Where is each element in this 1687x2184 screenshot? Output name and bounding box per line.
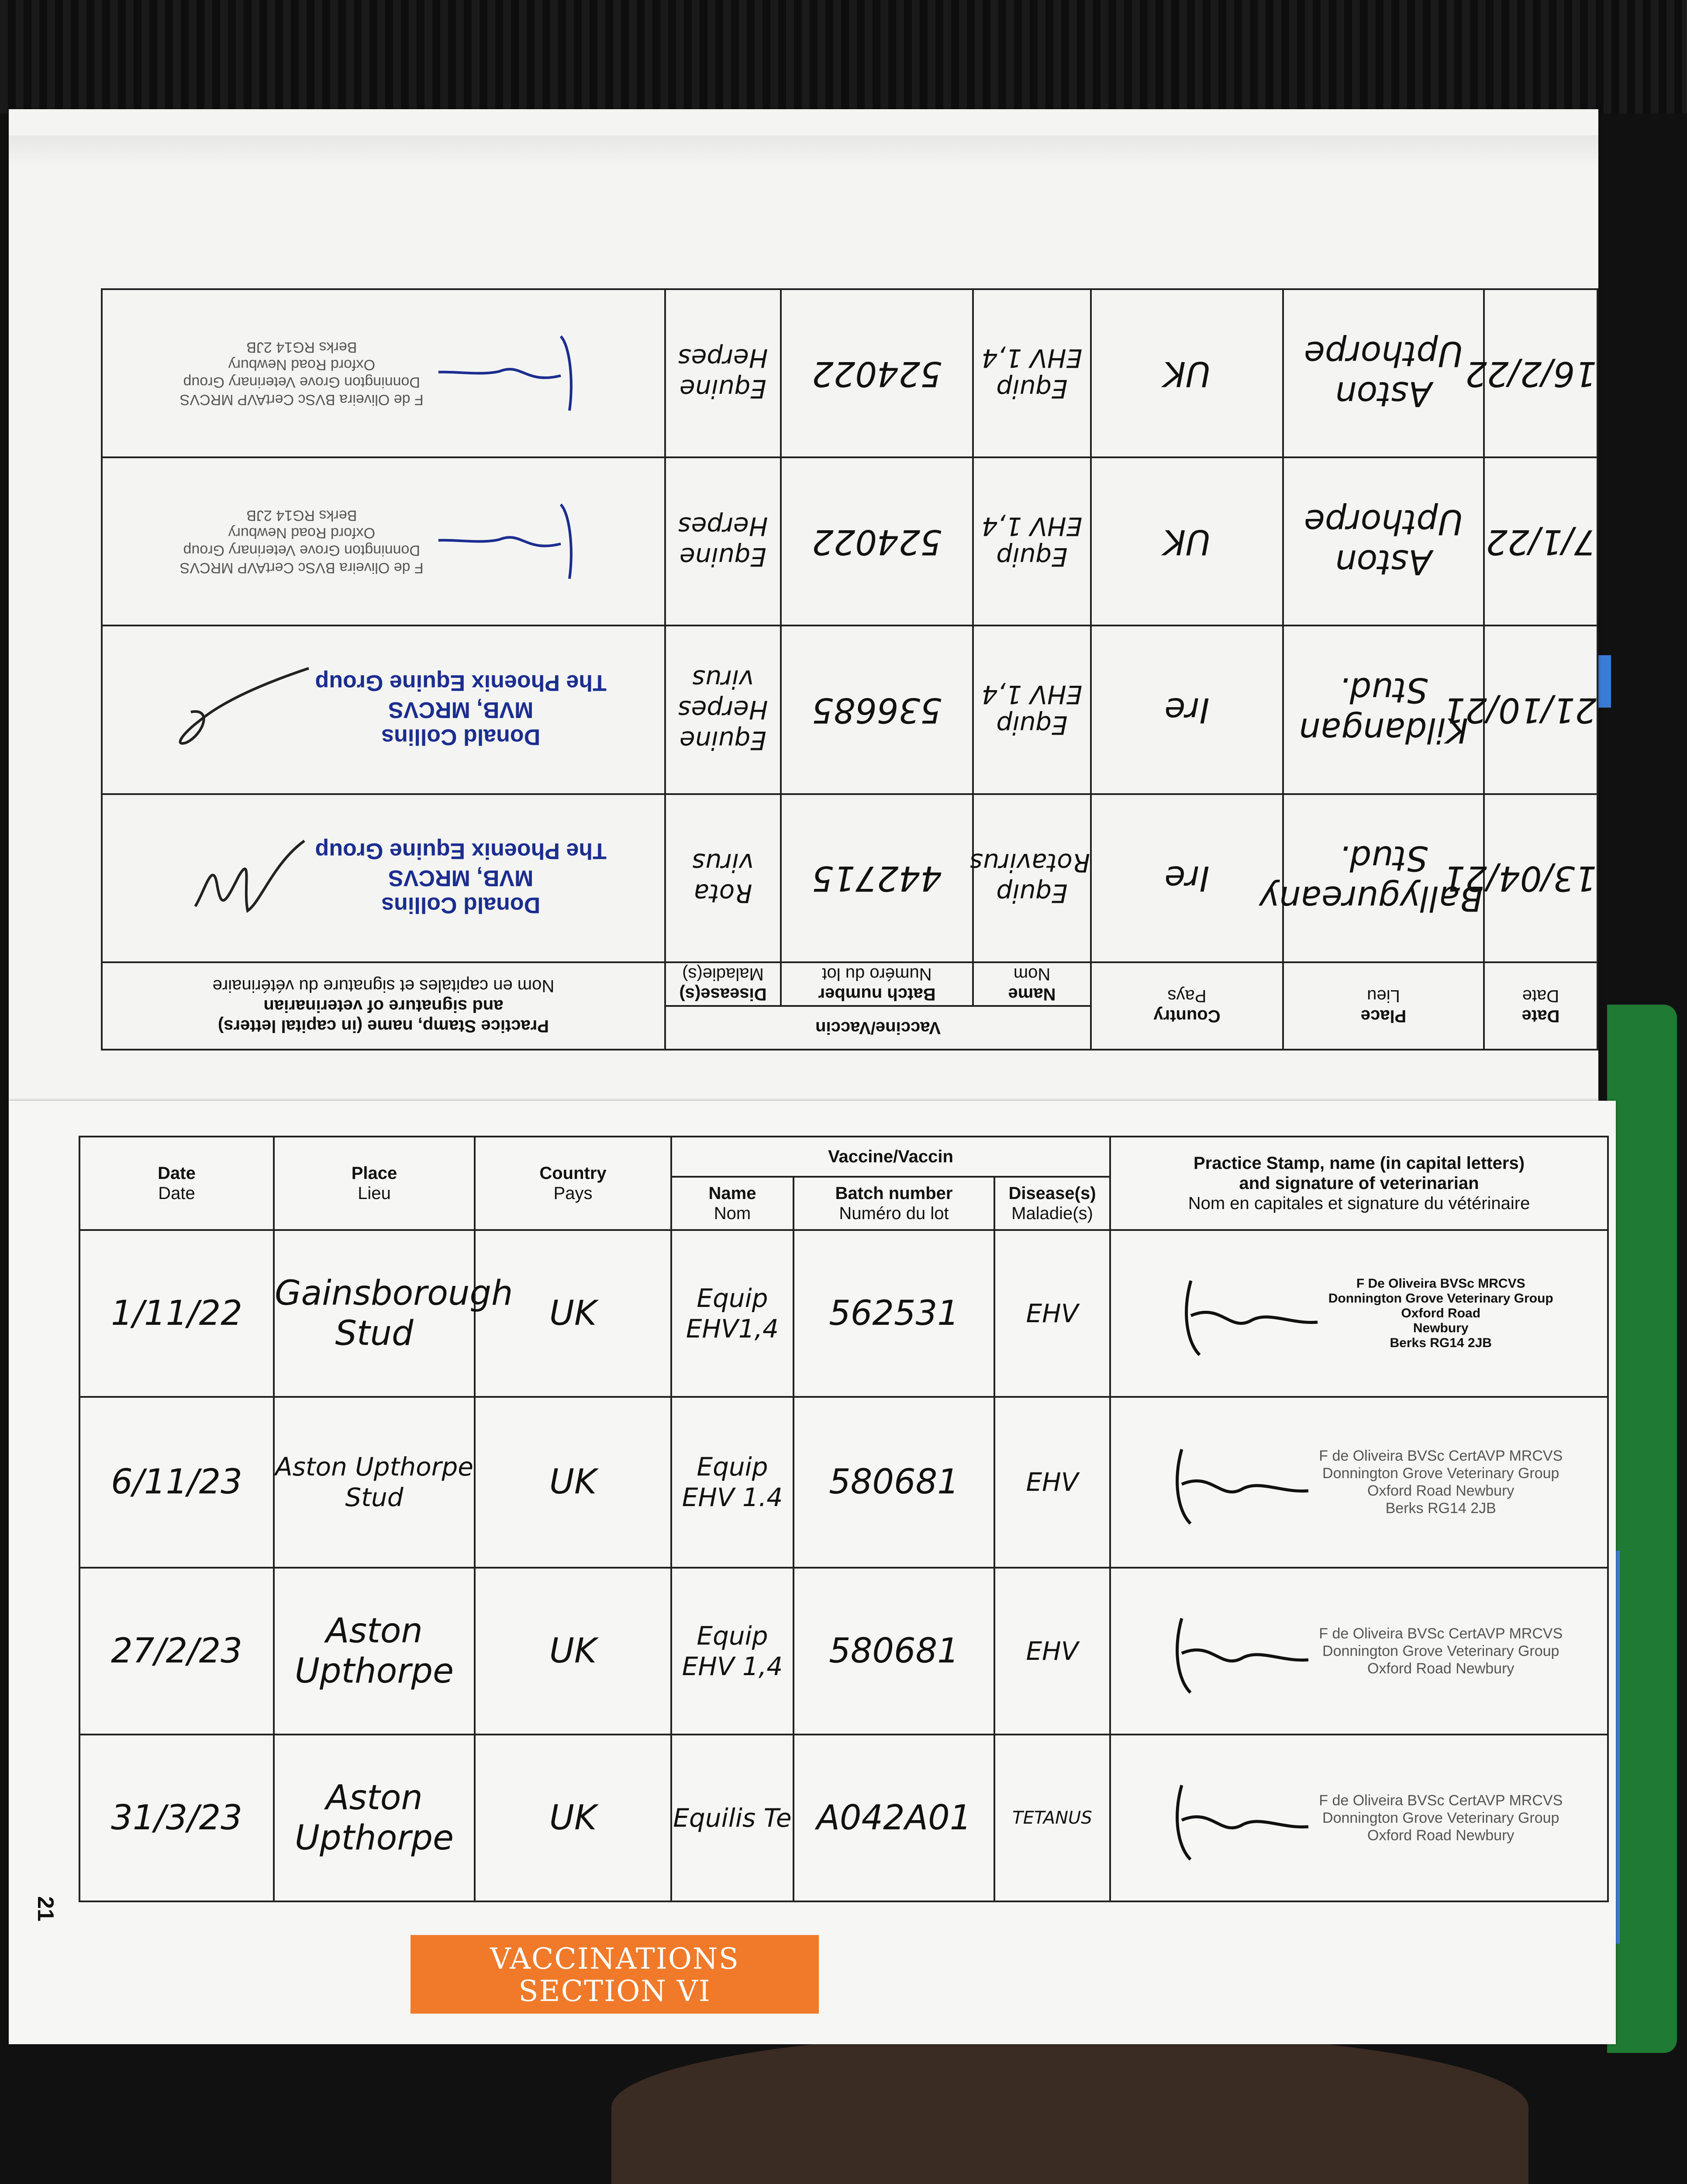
disease-cell: EHV [994, 1568, 1110, 1735]
disease-cell: Equine Herpes virus [665, 625, 781, 794]
upper-vaccination-table-rotated [103, 288, 1598, 1051]
stamp-cell [102, 289, 665, 457]
country-cell: UK [475, 1230, 671, 1397]
header-country: Country Pays [475, 1137, 671, 1230]
section-subtitle: SECTION VI [518, 1974, 711, 2008]
header-place: Place Lieu [1283, 962, 1484, 1050]
vaccination-table-upper [101, 288, 1598, 1051]
batch-cell: 580681 [793, 1568, 994, 1735]
page-number: 21 [32, 1896, 58, 1921]
header-stamp: Practice Stamp, name (in capital letters) and signature of veterinarian Nom en capitales et signature du vétérinaire [102, 962, 665, 1050]
batch-cell: 524022 [781, 457, 973, 625]
header-batch: Batch number Numéro du lot [781, 962, 973, 1006]
table-row [79, 1397, 1608, 1568]
vaccine-name-cell: Equip EHV 1,4 [973, 625, 1091, 794]
header-place: Place Lieu [274, 1137, 475, 1230]
signature-icon [156, 660, 313, 760]
disease-cell: EHV [994, 1397, 1110, 1568]
vaccine-name-cell: Equip Rotavirus [973, 794, 1091, 962]
vet-stamp: F de Oliveira BVSc CertAVP MRCVS Donnington Grove Veterinary Group Oxford Road Newbury [1319, 1792, 1563, 1844]
vet-stamp: F de Oliveira BVSc CertAVP MRCVS Donnington Grove Veterinary Group Oxford Road Newbury Berks RG14 2JB [179, 339, 424, 408]
batch-cell: 580681 [793, 1397, 994, 1568]
vaccine-name-cell: Equip EHV 1.4 [671, 1397, 793, 1568]
header-disease: Disease(s) Maladie(s) [665, 962, 781, 1006]
country-cell: UK [1091, 457, 1283, 625]
country-cell: UK [1091, 289, 1283, 457]
stamp-cell [102, 794, 665, 962]
lower-page [9, 1101, 1616, 2044]
date-cell: 31/3/23 [79, 1735, 274, 1901]
signature-icon [1156, 1601, 1313, 1701]
stamp-cell [1110, 1568, 1608, 1735]
place-cell: Aston Upthorpe Stud [274, 1397, 475, 1568]
signature-icon [156, 828, 313, 928]
batch-cell: 562531 [793, 1230, 994, 1397]
stamp-cell [102, 625, 665, 794]
batch-cell: A042A01 [793, 1735, 994, 1901]
place-cell: Gainsborough Stud [274, 1230, 475, 1397]
date-cell: 7/1/22 [1484, 457, 1597, 625]
date-cell: 27/2/23 [79, 1568, 274, 1735]
header-stamp: Practice Stamp, name (in capital letters) and signature of veterinarian Nom en capitales et signature du vétérinaire [1110, 1137, 1608, 1230]
hand-holding-book [611, 2031, 1528, 2184]
disease-cell: EHV [994, 1230, 1110, 1397]
section-title: VACCINATIONS [490, 1942, 739, 1976]
place-cell: Aston Upthorpe [274, 1735, 475, 1901]
date-cell: 21/10/21 [1484, 625, 1597, 794]
batch-cell: 524022 [781, 289, 973, 457]
vet-stamp: F De Oliveira BVSc MRCVS Donnington Grove Veterinary Group Oxford Road Newbury Berks RG14 2JB [1328, 1276, 1553, 1350]
disease-cell: Equine Herpes [665, 457, 781, 625]
header-date: Date Date [1484, 962, 1597, 1050]
signature-icon [1165, 1263, 1322, 1364]
upper-page [9, 109, 1598, 1101]
vaccine-name-cell: Equip EHV1,4 [671, 1230, 793, 1397]
vet-stamp: Donald Collins MVB, MRCVS The Phoenix Equine Group [315, 670, 607, 750]
stamp-cell [1110, 1735, 1608, 1901]
table-row [102, 625, 1597, 794]
table-row [102, 794, 1597, 962]
date-cell: 1/11/22 [79, 1230, 274, 1397]
place-cell: Aston Upthorpe [1283, 457, 1484, 625]
country-cell: Ire [1091, 794, 1283, 962]
header-name: Name Nom [973, 962, 1091, 1006]
signature-icon [1156, 1768, 1313, 1868]
vet-stamp: Donald Collins MVB, MRCVS The Phoenix Equine Group [315, 838, 607, 918]
vaccine-name-cell: Equip EHV 1,4 [973, 289, 1091, 457]
stamp-cell [1110, 1230, 1608, 1397]
disease-cell: Rota virus [665, 794, 781, 962]
header-country: Country Pays [1091, 962, 1283, 1050]
header-batch: Batch number Numéro du lot [793, 1177, 994, 1230]
date-cell: 13/04/21 [1484, 794, 1597, 962]
header-disease: Disease(s) Maladie(s) [994, 1177, 1110, 1230]
vet-stamp: F de Oliveira BVSc CertAVP MRCVS Donnington Grove Veterinary Group Oxford Road Newbury [1319, 1625, 1563, 1677]
place-cell: Aston Upthorpe [274, 1568, 475, 1735]
header-date: Date Date [79, 1137, 274, 1230]
header-vaccine: Vaccine/Vaccin [671, 1137, 1110, 1177]
vaccine-name-cell: Equilis Te [671, 1735, 793, 1901]
place-cell: Kildangan Stud. [1283, 625, 1484, 794]
date-cell: 16/2/22 [1484, 289, 1597, 457]
country-cell: UK [475, 1735, 671, 1901]
header-name: Name Nom [671, 1177, 793, 1230]
table-row [79, 1735, 1608, 1901]
place-cell: Aston Upthorpe [1283, 289, 1484, 457]
batch-cell: 536685 [781, 625, 973, 794]
date-cell: 6/11/23 [79, 1397, 274, 1568]
stamp-cell [102, 457, 665, 625]
batch-cell: 442715 [781, 794, 973, 962]
lower-vaccination-table-wrapper [79, 1136, 1607, 1902]
disease-cell: Equine Herpes [665, 289, 781, 457]
table-row [79, 1230, 1608, 1397]
vet-stamp: F de Oliveira BVSc CertAVP MRCVS Donnington Grove Veterinary Group Oxford Road Newbury Berks RG14 2JB [179, 507, 424, 576]
country-cell: UK [475, 1568, 671, 1735]
country-cell: UK [475, 1397, 671, 1568]
header-vaccine: Vaccine/Vaccin [665, 1006, 1091, 1050]
scanner-edge [0, 0, 1687, 114]
place-cell: Ballygureany Stud. [1283, 794, 1484, 962]
vaccine-name-cell: Equip EHV 1,4 [973, 457, 1091, 625]
country-cell: Ire [1091, 625, 1283, 794]
vaccination-table-lower [79, 1136, 1609, 1902]
table-row [102, 457, 1597, 625]
signature-icon [1156, 1432, 1313, 1532]
stamp-cell [1110, 1397, 1608, 1568]
table-row [102, 289, 1597, 457]
vaccine-name-cell: Equip EHV 1,4 [671, 1568, 793, 1735]
table-row [79, 1568, 1608, 1735]
disease-cell: TETANUS [994, 1735, 1110, 1901]
vet-stamp: F de Oliveira BVSc CertAVP MRCVS Donnington Grove Veterinary Group Oxford Road Newbury Berks RG14 2JB [1319, 1448, 1563, 1517]
signature-icon [430, 323, 587, 424]
signature-icon [430, 491, 587, 592]
section-badge [411, 1935, 819, 2014]
